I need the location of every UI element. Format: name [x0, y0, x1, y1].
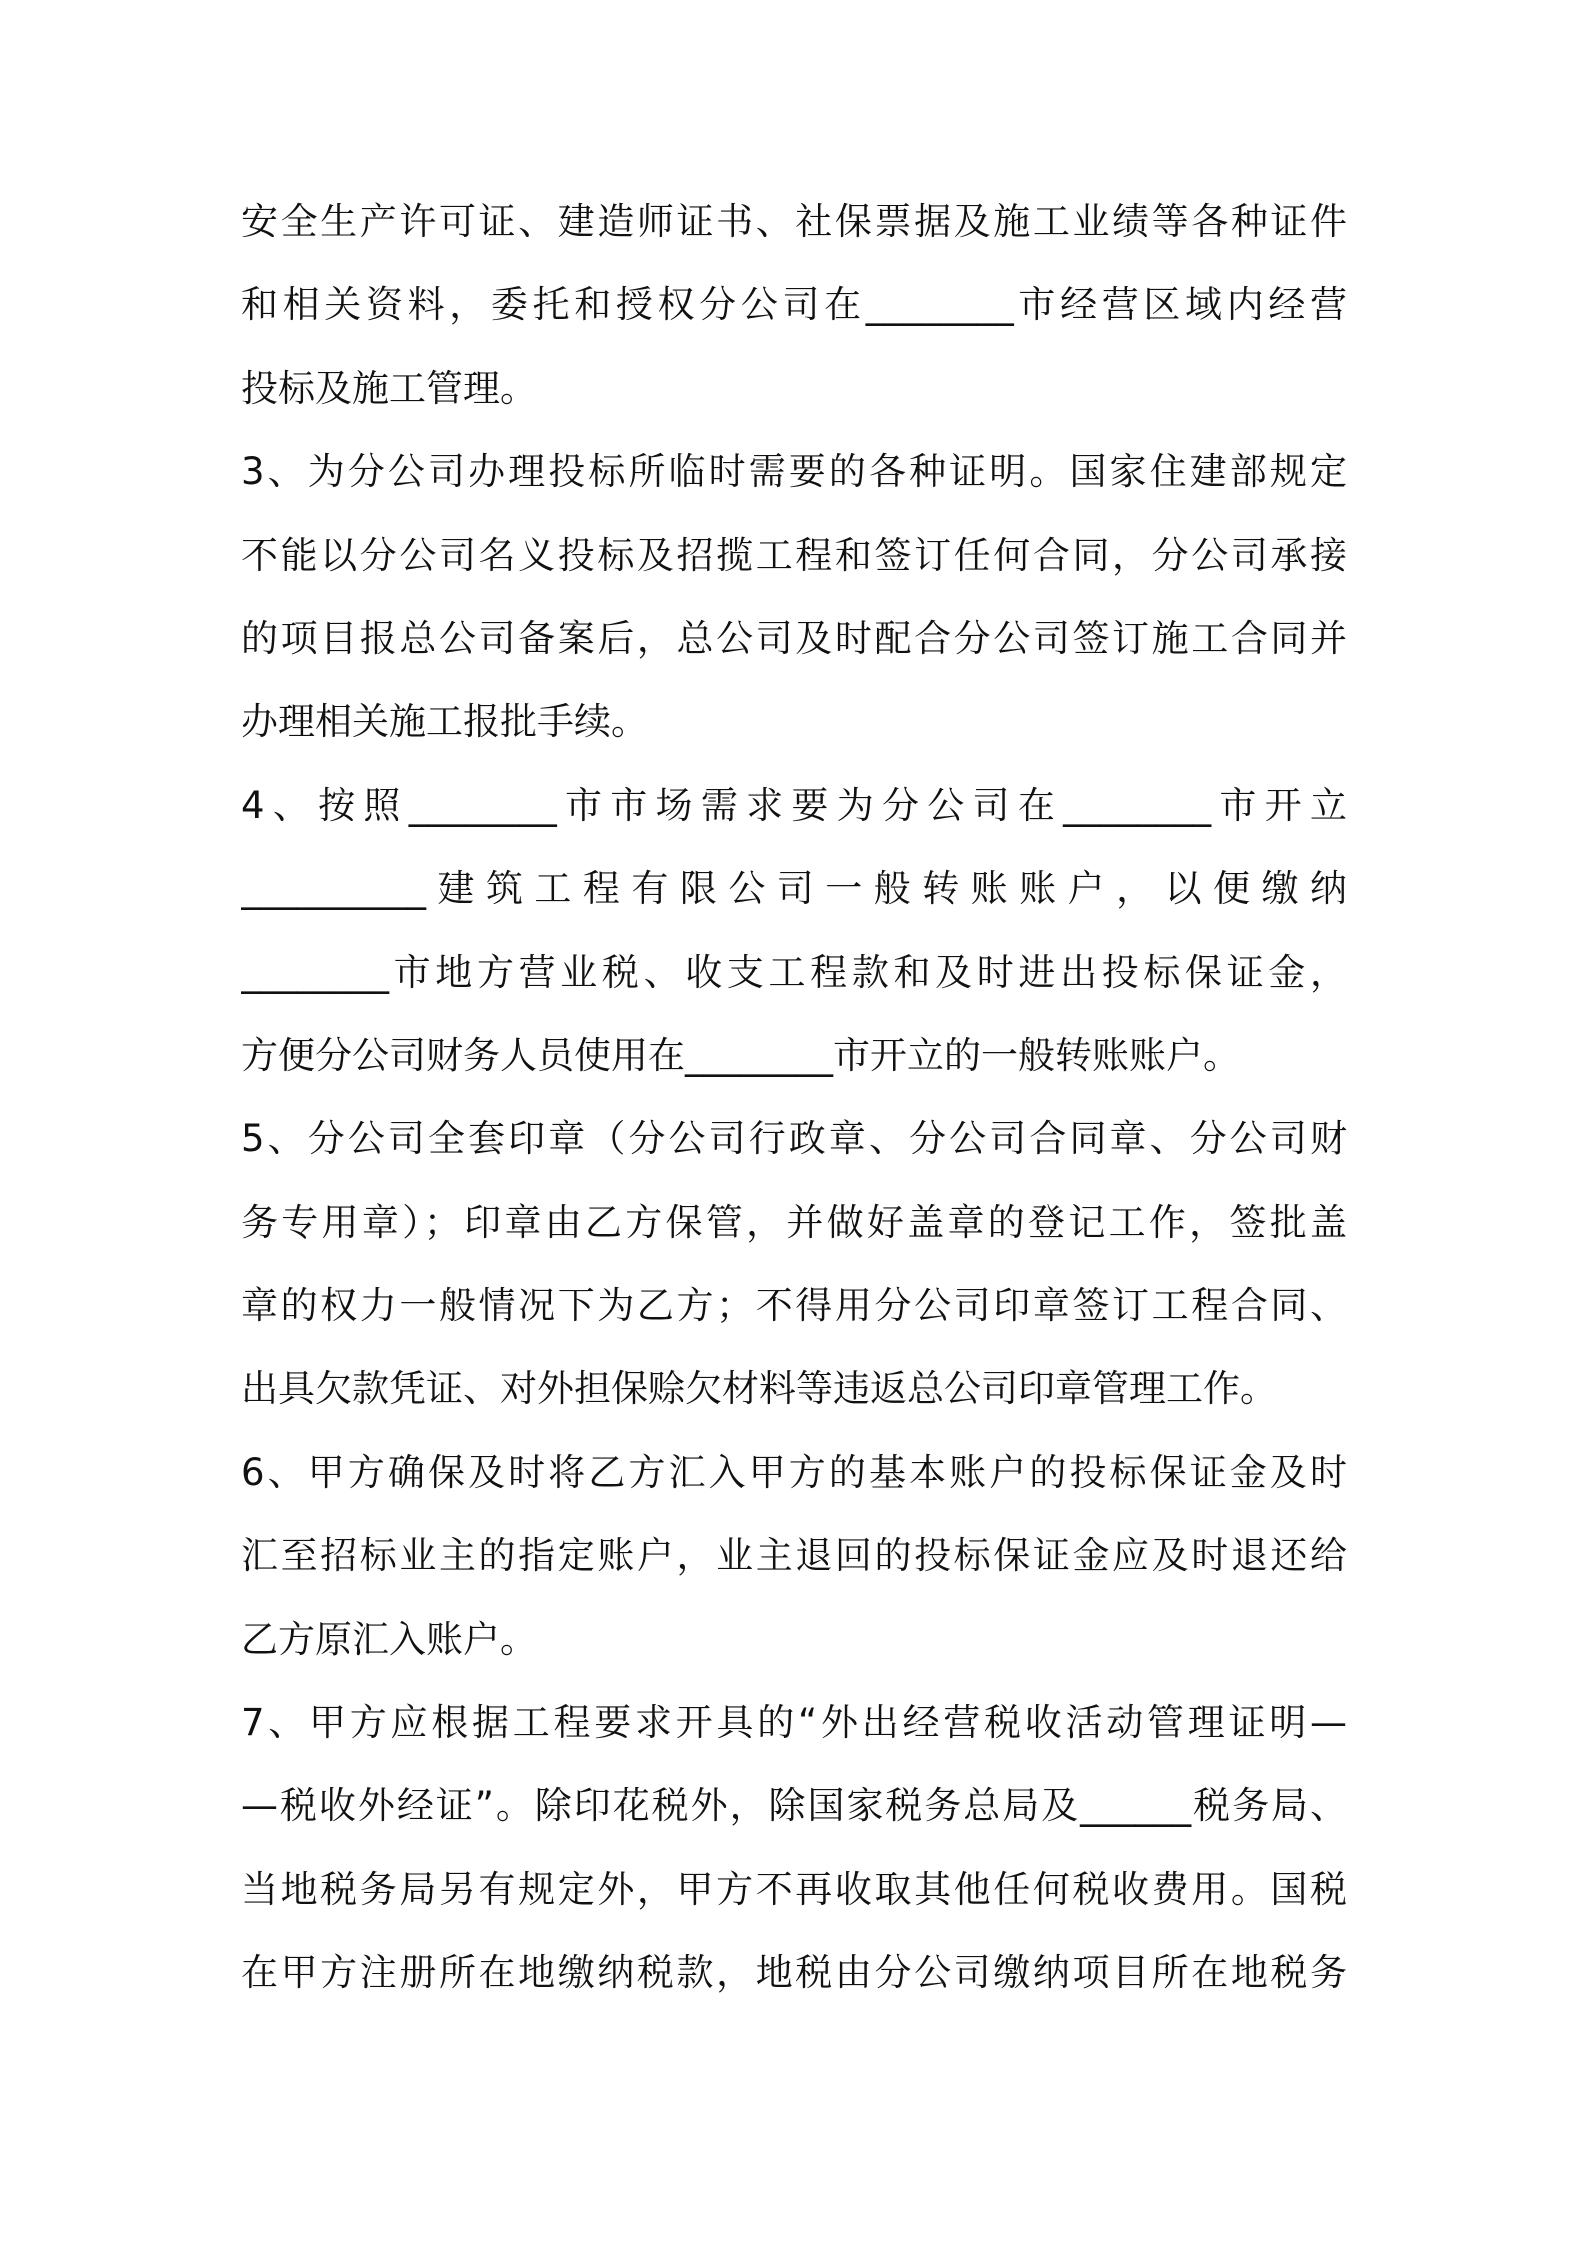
text-line: 当地税务局另有规定外，甲方不再收取其他任何税收费用。国税	[241, 1867, 1347, 1911]
text-line: 汇至招标业主的指定账户，业主退回的投标保证金应及时退还给	[241, 1534, 1347, 1578]
text-line: ________市地方营业税、收支工程款和及时进出投标保证金，	[241, 950, 1347, 994]
text-line: 章的权力一般情况下为乙方；不得用分公司印章签订工程合同、	[241, 1284, 1347, 1328]
text-line: 在甲方注册所在地缴纳税款，地税由分公司缴纳项目所在地税务	[241, 1951, 1347, 1995]
text-line: 乙方原汇入账户。	[241, 1617, 537, 1661]
text-line: 投标及施工管理。	[241, 366, 537, 410]
clause-4-line: 4、按照________市市场需求要为分公司在________市开立	[241, 783, 1347, 827]
clause-5-line: 5、分公司全套印章（分公司行政章、分公司合同章、分公司财	[241, 1117, 1347, 1161]
text-line: 安全生产许可证、建造师证书、社保票据及施工业绩等各种证件	[241, 200, 1347, 243]
document-body	[241, 180, 1347, 2015]
clause-6-line: 6、甲方确保及时将乙方汇入甲方的基本账户的投标保证金及时	[241, 1450, 1347, 1494]
text-line: 办理相关施工报批手续。	[241, 700, 648, 744]
text-line: 方便分公司财务人员使用在________市开立的一般转账账户。	[241, 1033, 1240, 1077]
clause-7-line: 7、甲方应根据工程要求开具的“外出经营税收活动管理证明—	[241, 1701, 1347, 1745]
text-line: —税收外经证”。除印花税外，除国家税务总局及______税务局、	[241, 1784, 1347, 1828]
clause-3-line: 3、为分公司办理投标所临时需要的各种证明。国家住建部规定	[241, 450, 1347, 494]
text-line: 的项目报总公司备案后，总公司及时配合分公司签订施工合同并	[241, 616, 1347, 660]
text-line: 出具欠款凭证、对外担保赊欠材料等违返总公司印章管理工作。	[241, 1367, 1277, 1411]
text-line: 不能以分公司名义投标及招揽工程和签订任何合同，分公司承接	[241, 533, 1347, 577]
text-line: 和相关资料，委托和授权分公司在________市经营区域内经营	[241, 283, 1347, 327]
text-line: __________建筑工程有限公司一般转账账户，以便缴纳	[241, 867, 1347, 911]
text-line: 务专用章）；印章由乙方保管，并做好盖章的登记工作，签批盖	[241, 1200, 1347, 1244]
